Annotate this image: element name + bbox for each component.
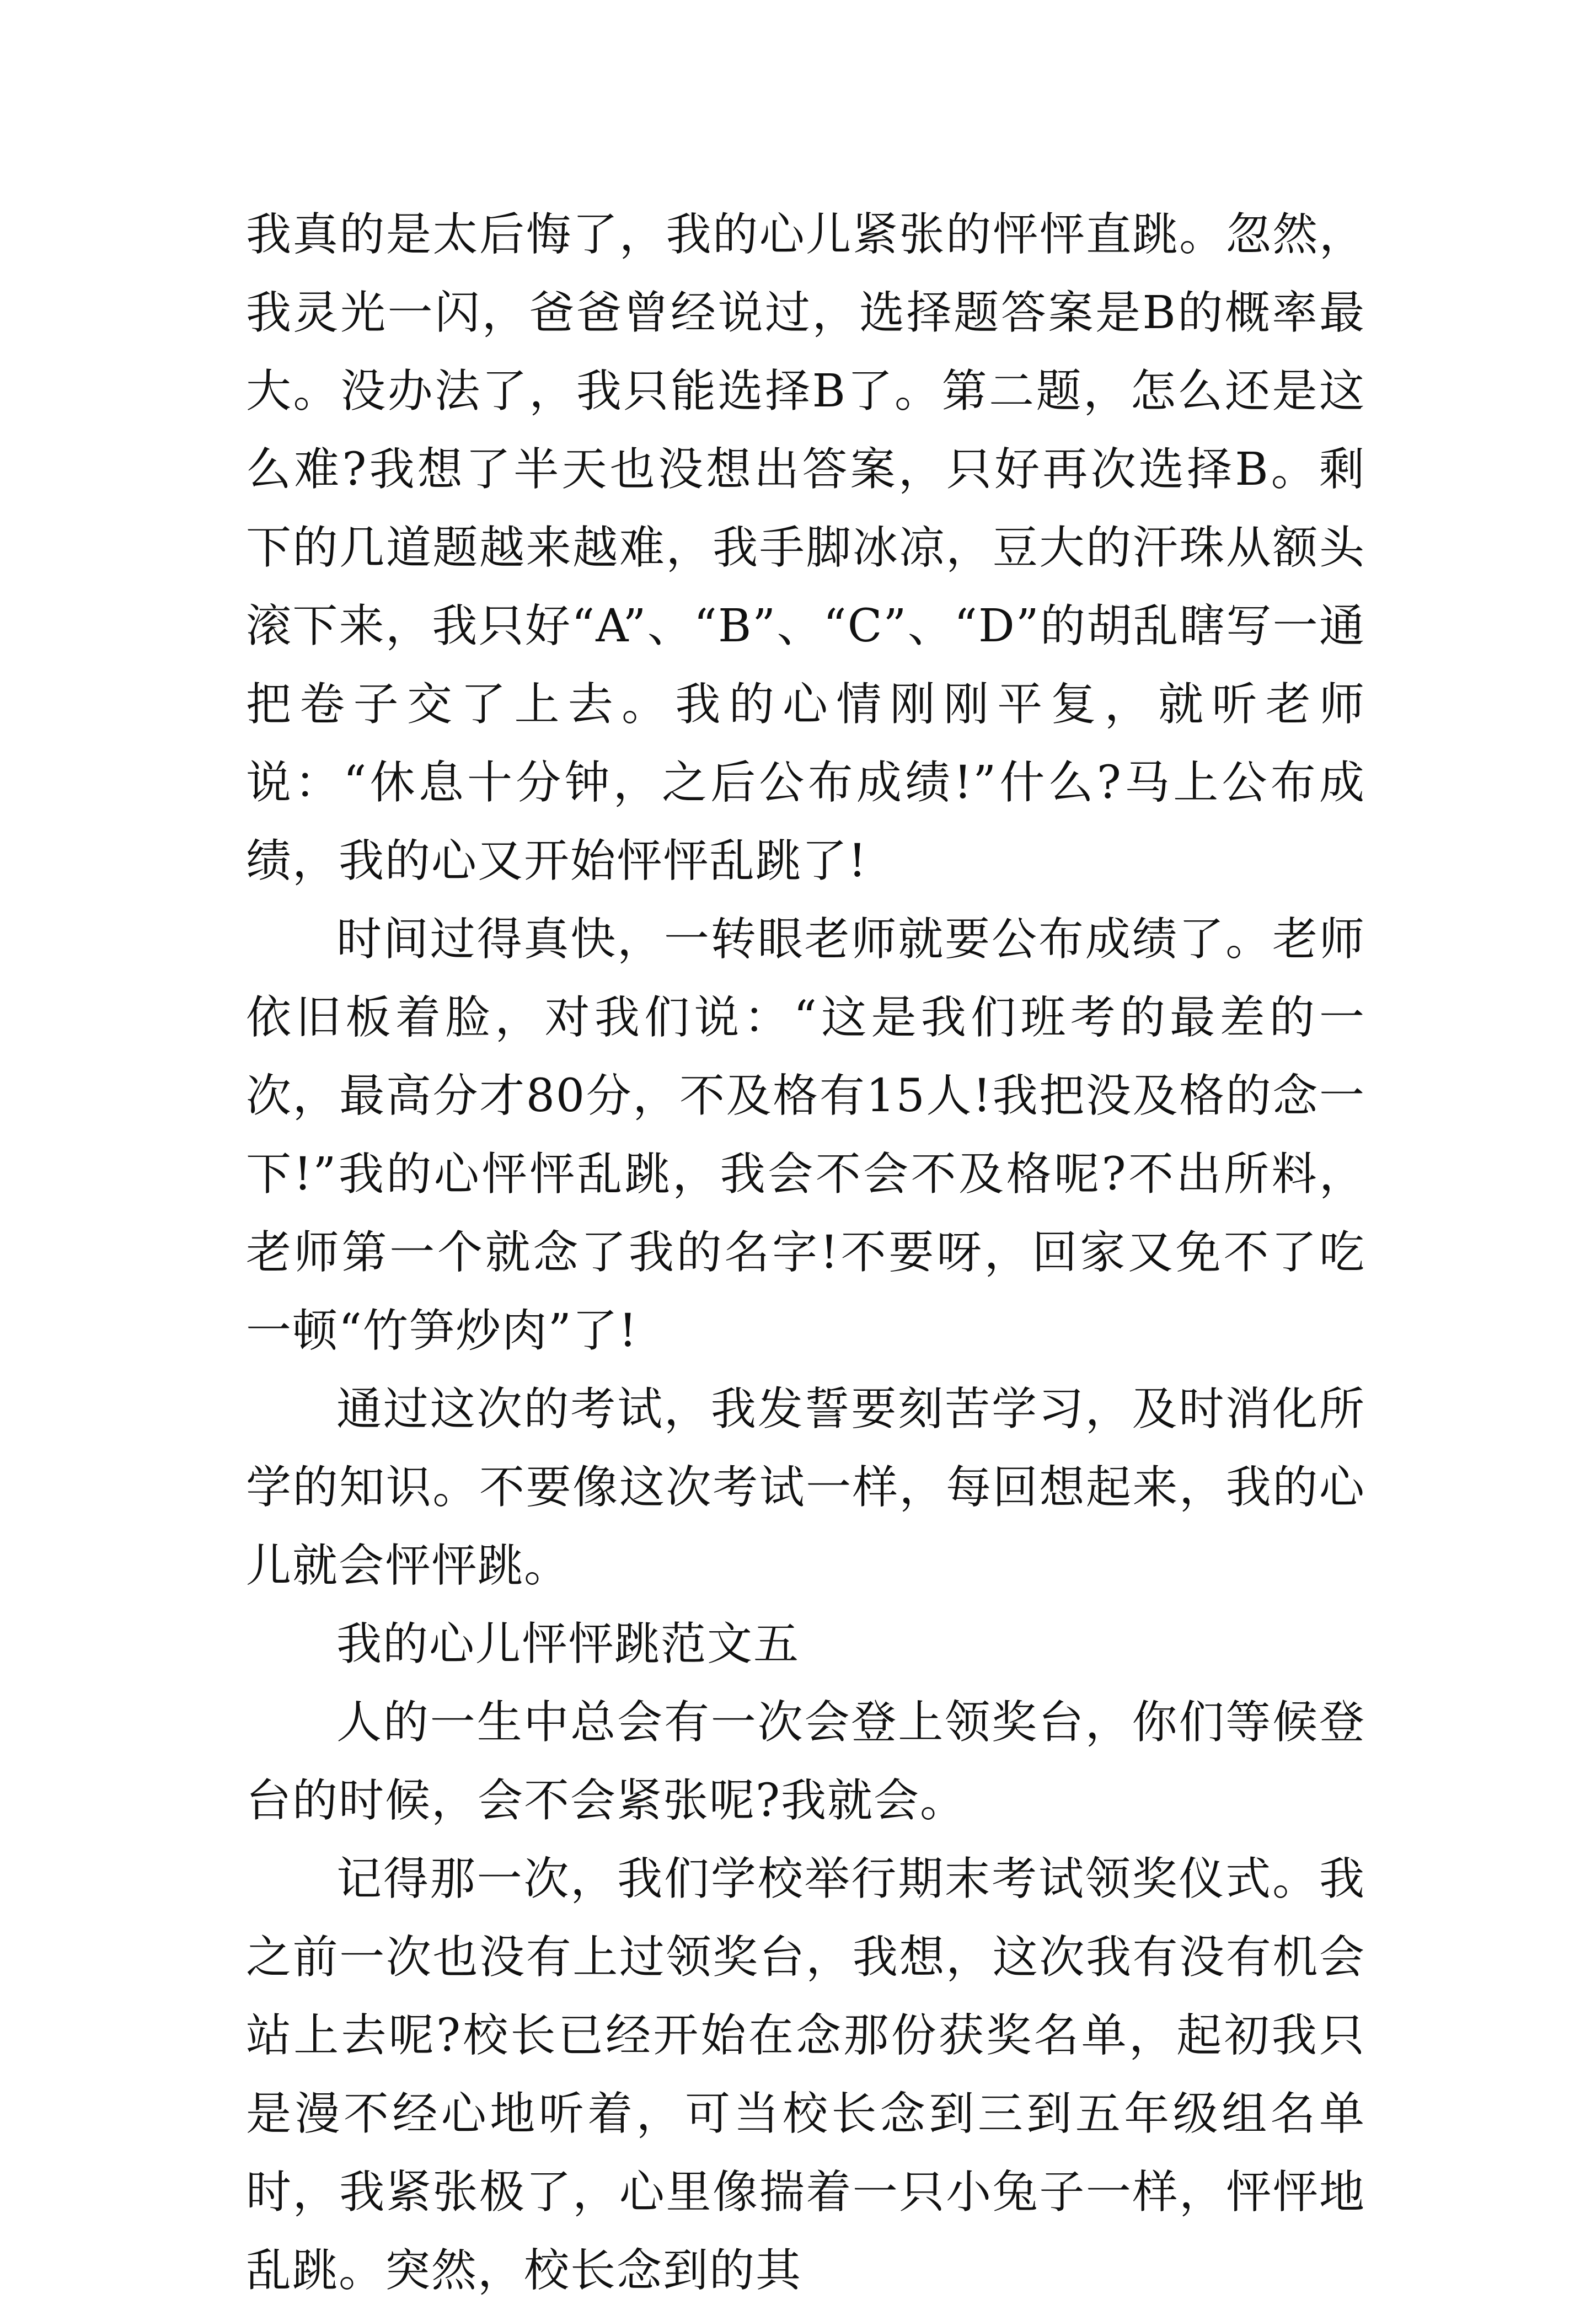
paragraph-results-announced: 时间过得真快，一转眼老师就要公布成绩了。老师依旧板着脸，对我们说：“这是我们班考的最差的一次，最高分才80分，不及格有15人!我把没及格的念一下!”我的心怦怦乱跳，我会不会不及格呢?不出所料，老师第一个就念了我的名字!不要呀，回家又免不了吃一顿“竹笋炒肉”了! [246, 913, 1365, 1357]
paragraph-award-ceremony: 记得那一次，我们学校举行期末考试领奖仪式。我之前一次也没有上过领奖台，我想，这次我有没有机会站上去呢?校长已经开始在念那份获奖名单，起初我只是漫不经心地听着，可当校长念到三到五年级组名单时，我紧张极了，心里像揣着一只小兔子一样，怦怦地乱跳。突然，校长念到的其 [246, 1853, 1365, 2297]
paragraph-exam-answers: 我真的是太后悔了，我的心儿紧张的怦怦直跳。忽然，我灵光一闪，爸爸曾经说过，选择题答案是B的概率最大。没办法了，我只能选择B了。第二题，怎么还是这么难?我想了半天也没想出答案，只好再次选择B。剩下的几道题越来越难，我手脚冰凉，豆大的汗珠从额头滚下来，我只好“A”、“B”、“C”、“D”的胡乱瞎写一通把卷子交了上去。我的心情刚刚平复，就听老师说：“休息十分钟，之后公布成绩!”什么?马上公布成绩，我的心又开始怦怦乱跳了! [246, 208, 1365, 887]
section-heading: 我的心儿怦怦跳范文五 [336, 1618, 800, 1670]
paragraph-resolution: 通过这次的考试，我发誓要刻苦学习，及时消化所学的知识。不要像这次考试一样，每回想起来，我的心儿就会怦怦跳。 [246, 1383, 1365, 1592]
essay-body [246, 196, 1365, 2310]
paragraph-award-intro: 人的一生中总会有一次会登上领奖台，你们等候登台的时候，会不会紧张呢?我就会。 [246, 1696, 1365, 1827]
